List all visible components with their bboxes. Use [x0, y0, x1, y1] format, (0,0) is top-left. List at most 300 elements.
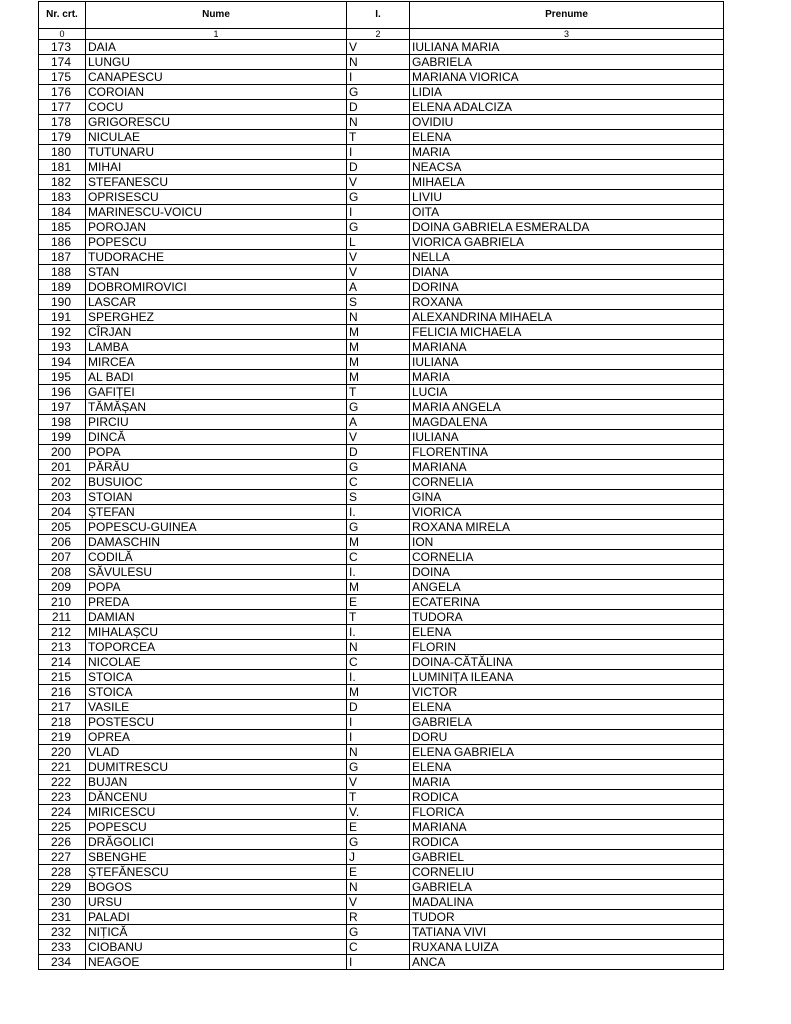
row-number: 231	[39, 910, 86, 925]
surname-cell: DUMITRESCU	[86, 760, 347, 775]
table-row	[39, 220, 724, 235]
first-name-cell: ELENA	[410, 625, 724, 640]
surname-cell: TOPORCEA	[86, 640, 347, 655]
row-number: 200	[39, 445, 86, 460]
surname-cell: DAMIAN	[86, 610, 347, 625]
surname-cell: MIHAI	[86, 160, 347, 175]
table-row	[39, 760, 724, 775]
first-name-cell: GABRIELA	[410, 880, 724, 895]
first-name-cell: LUMINIȚA ILEANA	[410, 670, 724, 685]
row-number: 181	[39, 160, 86, 175]
table-row	[39, 205, 724, 220]
row-number: 201	[39, 460, 86, 475]
table-row	[39, 280, 724, 295]
row-number: 213	[39, 640, 86, 655]
initial-cell: C	[347, 655, 410, 670]
row-number: 224	[39, 805, 86, 820]
first-name-cell: MARIANA	[410, 340, 724, 355]
table-row	[39, 625, 724, 640]
row-number: 211	[39, 610, 86, 625]
table-row	[39, 445, 724, 460]
initial-cell: C	[347, 940, 410, 955]
first-name-cell: OVIDIU	[410, 115, 724, 130]
surname-cell: POSTESCU	[86, 715, 347, 730]
initial-cell: G	[347, 760, 410, 775]
initial-cell: I.	[347, 625, 410, 640]
table-row	[39, 520, 724, 535]
first-name-cell: ROXANA MIRELA	[410, 520, 724, 535]
initial-cell: V	[347, 775, 410, 790]
row-number: 227	[39, 850, 86, 865]
initial-cell: G	[347, 925, 410, 940]
first-name-cell: CORNELIU	[410, 865, 724, 880]
first-name-cell: MARIA	[410, 370, 724, 385]
table-row	[39, 490, 724, 505]
table-row	[39, 355, 724, 370]
first-name-cell: GABRIEL	[410, 850, 724, 865]
row-number: 191	[39, 310, 86, 325]
table-row	[39, 700, 724, 715]
table-row	[39, 250, 724, 265]
initial-cell: M	[347, 340, 410, 355]
initial-cell: I.	[347, 505, 410, 520]
row-number: 207	[39, 550, 86, 565]
row-number: 188	[39, 265, 86, 280]
surname-cell: MIHALAȘCU	[86, 625, 347, 640]
surname-cell: MARINESCU-VOICU	[86, 205, 347, 220]
table-row	[39, 310, 724, 325]
table-row	[39, 535, 724, 550]
surname-cell: PĂRĂU	[86, 460, 347, 475]
table-row	[39, 850, 724, 865]
initial-cell: T	[347, 790, 410, 805]
first-name-cell: DORINA	[410, 280, 724, 295]
surname-cell: NICULAE	[86, 130, 347, 145]
initial-cell: S	[347, 490, 410, 505]
first-name-cell: VICTOR	[410, 685, 724, 700]
first-name-cell: LIVIU	[410, 190, 724, 205]
row-number: 195	[39, 370, 86, 385]
first-name-cell: ELENA	[410, 760, 724, 775]
header-row	[39, 2, 724, 29]
initial-cell: T	[347, 610, 410, 625]
initial-cell: M	[347, 535, 410, 550]
table-row	[39, 805, 724, 820]
surname-cell: COROIAN	[86, 85, 347, 100]
row-number: 234	[39, 955, 86, 970]
table-row	[39, 430, 724, 445]
column-index: 0	[39, 29, 86, 40]
initial-cell: G	[347, 520, 410, 535]
header-nume: Nume	[86, 2, 347, 29]
surname-cell: PIRCIU	[86, 415, 347, 430]
initial-cell: D	[347, 445, 410, 460]
surname-cell: PALADI	[86, 910, 347, 925]
first-name-cell: RODICA	[410, 790, 724, 805]
first-name-cell: ELENA GABRIELA	[410, 745, 724, 760]
row-number: 176	[39, 85, 86, 100]
row-number: 179	[39, 130, 86, 145]
row-number: 219	[39, 730, 86, 745]
initial-cell: C	[347, 475, 410, 490]
first-name-cell: TUDOR	[410, 910, 724, 925]
surname-cell: CODILĂ	[86, 550, 347, 565]
initial-cell: V	[347, 430, 410, 445]
surname-cell: POPESCU	[86, 820, 347, 835]
row-number: 187	[39, 250, 86, 265]
first-name-cell: MARIA	[410, 775, 724, 790]
surname-cell: SPERGHEZ	[86, 310, 347, 325]
table-row	[39, 865, 724, 880]
surname-cell: POROJAN	[86, 220, 347, 235]
surname-cell: TUDORACHE	[86, 250, 347, 265]
initial-cell: V	[347, 175, 410, 190]
row-number: 185	[39, 220, 86, 235]
initial-cell: I	[347, 70, 410, 85]
table-row	[39, 385, 724, 400]
initial-cell: N	[347, 640, 410, 655]
surname-cell: DRĂGOLICI	[86, 835, 347, 850]
surname-cell: CIOBANU	[86, 940, 347, 955]
row-number: 212	[39, 625, 86, 640]
surname-cell: DOBROMIROVICI	[86, 280, 347, 295]
table-row	[39, 460, 724, 475]
surname-cell: COCU	[86, 100, 347, 115]
first-name-cell: RODICA	[410, 835, 724, 850]
first-name-cell: FLORICA	[410, 805, 724, 820]
table-row	[39, 595, 724, 610]
initial-cell: I	[347, 955, 410, 970]
row-number: 190	[39, 295, 86, 310]
first-name-cell: OITA	[410, 205, 724, 220]
initial-cell: M	[347, 685, 410, 700]
first-name-cell: ELENA	[410, 700, 724, 715]
initial-cell: N	[347, 880, 410, 895]
row-number: 186	[39, 235, 86, 250]
row-number: 194	[39, 355, 86, 370]
surname-cell: PREDA	[86, 595, 347, 610]
surname-cell: DĂNCENU	[86, 790, 347, 805]
initial-cell: V.	[347, 805, 410, 820]
row-number: 199	[39, 430, 86, 445]
initial-cell: I.	[347, 565, 410, 580]
table-row	[39, 160, 724, 175]
surname-cell: GAFIȚEI	[86, 385, 347, 400]
surname-cell: SĂVULESU	[86, 565, 347, 580]
table-row	[39, 145, 724, 160]
row-number: 208	[39, 565, 86, 580]
table-row	[39, 955, 724, 970]
row-number: 178	[39, 115, 86, 130]
row-number: 192	[39, 325, 86, 340]
surname-cell: STEFANESCU	[86, 175, 347, 190]
surname-cell: POPA	[86, 445, 347, 460]
table-row	[39, 730, 724, 745]
first-name-cell: DOINA GABRIELA ESMERALDA	[410, 220, 724, 235]
table-row	[39, 925, 724, 940]
row-number: 229	[39, 880, 86, 895]
surname-cell: URSU	[86, 895, 347, 910]
table-row	[39, 40, 724, 55]
row-number: 221	[39, 760, 86, 775]
surname-cell: NICOLAE	[86, 655, 347, 670]
first-name-cell: ANCA	[410, 955, 724, 970]
surname-cell: STOICA	[86, 685, 347, 700]
first-name-cell: ECATERINA	[410, 595, 724, 610]
table-row	[39, 175, 724, 190]
surname-cell: LUNGU	[86, 55, 347, 70]
table-row	[39, 670, 724, 685]
table-row	[39, 790, 724, 805]
header-nr-crt: Nr. crt.	[39, 2, 86, 29]
table-row	[39, 190, 724, 205]
row-number: 183	[39, 190, 86, 205]
header-prenume: Prenume	[410, 2, 724, 29]
first-name-cell: MARIANA	[410, 820, 724, 835]
first-name-cell: VIORICA	[410, 505, 724, 520]
table-row	[39, 115, 724, 130]
table-row	[39, 910, 724, 925]
first-name-cell: GABRIELA	[410, 715, 724, 730]
initial-cell: E	[347, 820, 410, 835]
row-number: 228	[39, 865, 86, 880]
first-name-cell: ELENA ADALCIZA	[410, 100, 724, 115]
initial-cell: E	[347, 865, 410, 880]
table-row	[39, 370, 724, 385]
first-name-cell: FLORENTINA	[410, 445, 724, 460]
first-name-cell: MARIANA VIORICA	[410, 70, 724, 85]
row-number: 226	[39, 835, 86, 850]
persons-table	[38, 1, 724, 970]
row-number: 233	[39, 940, 86, 955]
first-name-cell: LIDIA	[410, 85, 724, 100]
first-name-cell: ELENA	[410, 130, 724, 145]
surname-cell: ȘTEFĂNESCU	[86, 865, 347, 880]
row-number: 218	[39, 715, 86, 730]
initial-cell: I	[347, 730, 410, 745]
first-name-cell: DOINA-CĂTĂLINA	[410, 655, 724, 670]
first-name-cell: GABRIELA	[410, 55, 724, 70]
first-name-cell: MADALINA	[410, 895, 724, 910]
initial-cell: S	[347, 295, 410, 310]
surname-cell: GRIGORESCU	[86, 115, 347, 130]
row-number: 205	[39, 520, 86, 535]
row-number: 189	[39, 280, 86, 295]
row-number: 210	[39, 595, 86, 610]
initial-cell: V	[347, 250, 410, 265]
row-number: 223	[39, 790, 86, 805]
first-name-cell: IULIANA	[410, 430, 724, 445]
surname-cell: STAN	[86, 265, 347, 280]
initial-cell: A	[347, 415, 410, 430]
table-row	[39, 940, 724, 955]
first-name-cell: LUCIA	[410, 385, 724, 400]
row-number: 196	[39, 385, 86, 400]
initial-cell: G	[347, 85, 410, 100]
table-row	[39, 475, 724, 490]
row-number: 180	[39, 145, 86, 160]
surname-cell: DINCĂ	[86, 430, 347, 445]
table-row	[39, 640, 724, 655]
initial-cell: I	[347, 715, 410, 730]
surname-cell: MIRICESCU	[86, 805, 347, 820]
row-number: 215	[39, 670, 86, 685]
initial-cell: M	[347, 355, 410, 370]
table-row	[39, 715, 724, 730]
first-name-cell: CORNELIA	[410, 475, 724, 490]
surname-cell: CÎRJAN	[86, 325, 347, 340]
row-number: 214	[39, 655, 86, 670]
row-number: 204	[39, 505, 86, 520]
first-name-cell: DIANA	[410, 265, 724, 280]
initial-cell: N	[347, 310, 410, 325]
initial-cell: M	[347, 580, 410, 595]
row-number: 225	[39, 820, 86, 835]
first-name-cell: ION	[410, 535, 724, 550]
initial-cell: L	[347, 235, 410, 250]
row-number: 177	[39, 100, 86, 115]
table-row	[39, 685, 724, 700]
table-row	[39, 235, 724, 250]
initial-cell: N	[347, 55, 410, 70]
table-row	[39, 325, 724, 340]
initial-cell: D	[347, 700, 410, 715]
table-row	[39, 820, 724, 835]
surname-cell: TĂMĂȘAN	[86, 400, 347, 415]
initial-cell: R	[347, 910, 410, 925]
surname-cell: STOICA	[86, 670, 347, 685]
first-name-cell: IULIANA	[410, 355, 724, 370]
surname-cell: STOIAN	[86, 490, 347, 505]
row-number: 206	[39, 535, 86, 550]
surname-cell: ȘTEFAN	[86, 505, 347, 520]
first-name-cell: MARIA	[410, 145, 724, 160]
surname-cell: SBENGHE	[86, 850, 347, 865]
row-number: 193	[39, 340, 86, 355]
first-name-cell: FLORIN	[410, 640, 724, 655]
table-row	[39, 565, 724, 580]
surname-cell: LAMBA	[86, 340, 347, 355]
initial-cell: N	[347, 745, 410, 760]
surname-cell: MIRCEA	[86, 355, 347, 370]
row-number: 184	[39, 205, 86, 220]
row-number: 197	[39, 400, 86, 415]
row-number: 216	[39, 685, 86, 700]
table-row	[39, 400, 724, 415]
surname-cell: DAMASCHIN	[86, 535, 347, 550]
table-row	[39, 340, 724, 355]
column-index: 3	[410, 29, 724, 40]
surname-cell: TUTUNARU	[86, 145, 347, 160]
initial-cell: C	[347, 550, 410, 565]
first-name-cell: GINA	[410, 490, 724, 505]
surname-cell: POPESCU-GUINEA	[86, 520, 347, 535]
initial-cell: T	[347, 130, 410, 145]
row-number: 220	[39, 745, 86, 760]
table-row	[39, 265, 724, 280]
table-row	[39, 895, 724, 910]
initial-cell: G	[347, 835, 410, 850]
table-row	[39, 880, 724, 895]
first-name-cell: MARIANA	[410, 460, 724, 475]
table-body	[39, 40, 724, 970]
row-number: 174	[39, 55, 86, 70]
table-row	[39, 745, 724, 760]
initial-cell: I	[347, 145, 410, 160]
table-row	[39, 70, 724, 85]
column-index-row	[39, 29, 724, 40]
surname-cell: NEAGOE	[86, 955, 347, 970]
column-index: 1	[86, 29, 347, 40]
first-name-cell: MIHAELA	[410, 175, 724, 190]
surname-cell: BUJAN	[86, 775, 347, 790]
initial-cell: A	[347, 280, 410, 295]
first-name-cell: TATIANA VIVI	[410, 925, 724, 940]
initial-cell: V	[347, 265, 410, 280]
row-number: 198	[39, 415, 86, 430]
table-row	[39, 85, 724, 100]
first-name-cell: DOINA	[410, 565, 724, 580]
surname-cell: VASILE	[86, 700, 347, 715]
initial-cell: T	[347, 385, 410, 400]
initial-cell: M	[347, 370, 410, 385]
first-name-cell: ROXANA	[410, 295, 724, 310]
surname-cell: AL BADI	[86, 370, 347, 385]
initial-cell: G	[347, 220, 410, 235]
first-name-cell: TUDORA	[410, 610, 724, 625]
first-name-cell: NELLA	[410, 250, 724, 265]
table-row	[39, 775, 724, 790]
first-name-cell: CORNELIA	[410, 550, 724, 565]
table-row	[39, 505, 724, 520]
first-name-cell: MAGDALENA	[410, 415, 724, 430]
first-name-cell: DORU	[410, 730, 724, 745]
table-row	[39, 55, 724, 70]
initial-cell: I	[347, 205, 410, 220]
first-name-cell: ANGELA	[410, 580, 724, 595]
row-number: 232	[39, 925, 86, 940]
table-row	[39, 655, 724, 670]
first-name-cell: VIORICA GABRIELA	[410, 235, 724, 250]
first-name-cell: IULIANA MARIA	[410, 40, 724, 55]
header-initiala: I.	[347, 2, 410, 29]
first-name-cell: MARIA ANGELA	[410, 400, 724, 415]
first-name-cell: NEACSA	[410, 160, 724, 175]
table-row	[39, 415, 724, 430]
initial-cell: N	[347, 115, 410, 130]
initial-cell: V	[347, 40, 410, 55]
first-name-cell: RUXANA LUIZA	[410, 940, 724, 955]
table-row	[39, 130, 724, 145]
initial-cell: G	[347, 190, 410, 205]
initial-cell: E	[347, 595, 410, 610]
initial-cell: J	[347, 850, 410, 865]
surname-cell: VLAD	[86, 745, 347, 760]
table-row	[39, 100, 724, 115]
table-row	[39, 835, 724, 850]
row-number: 173	[39, 40, 86, 55]
initial-cell: I.	[347, 670, 410, 685]
initial-cell: G	[347, 400, 410, 415]
surname-cell: POPESCU	[86, 235, 347, 250]
table-row	[39, 610, 724, 625]
initial-cell: D	[347, 160, 410, 175]
first-name-cell: ALEXANDRINA MIHAELA	[410, 310, 724, 325]
surname-cell: LASCAR	[86, 295, 347, 310]
table-row	[39, 550, 724, 565]
surname-cell: OPRISESCU	[86, 190, 347, 205]
row-number: 203	[39, 490, 86, 505]
